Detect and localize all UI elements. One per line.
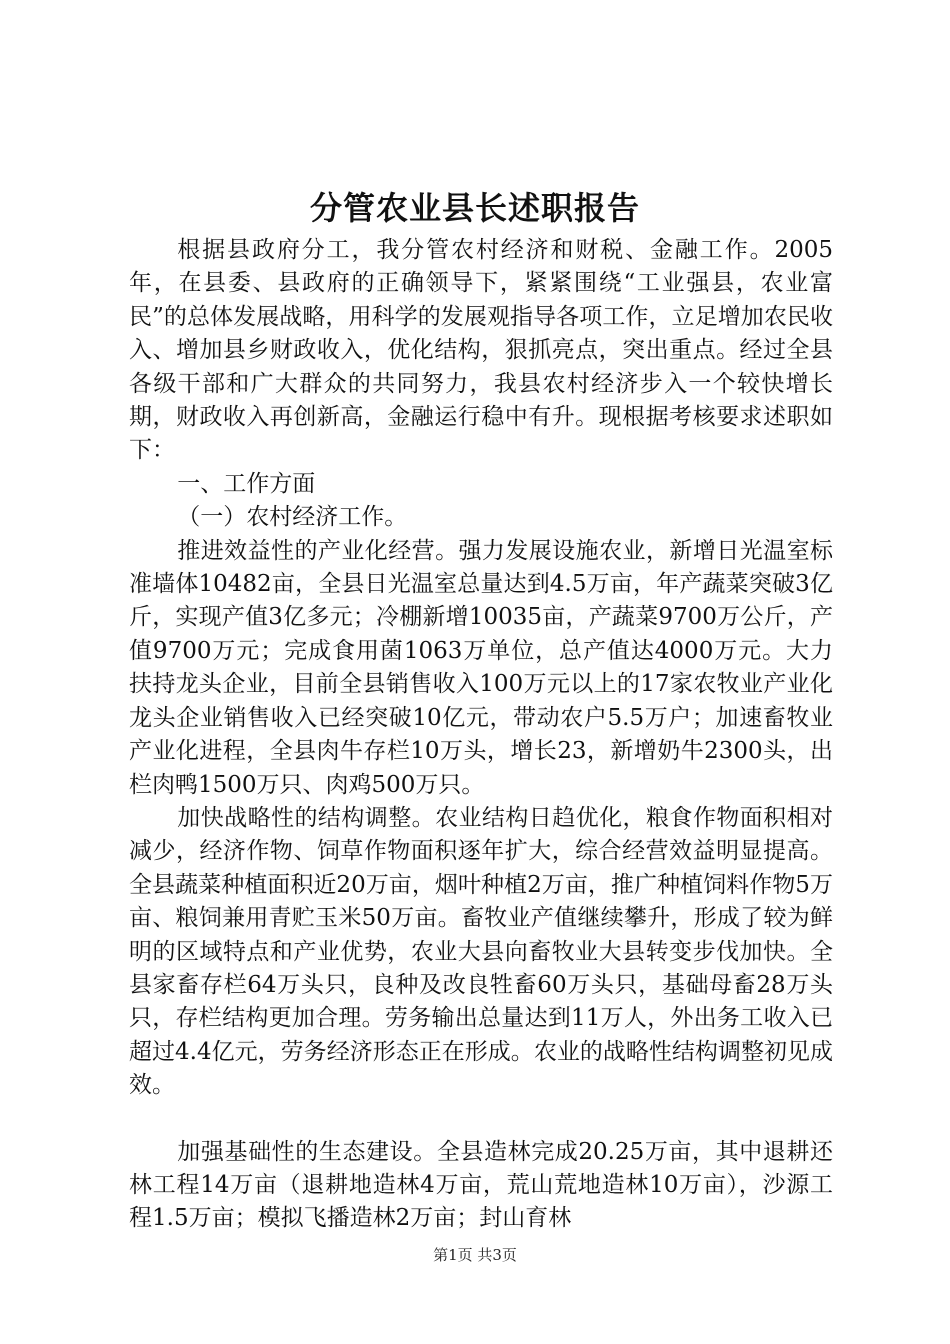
paragraph-intro: 根据县政府分工，我分管农村经济和财税、金融工作。2005年，在县委、县政府的正确领导下，紧紧围绕“工业强县，农业富民”的总体发展战略，用科学的发展观指导各项工作，立足增加农民收入、增加县乡财政收入，优化结构，狠抓亮点，突出重点。经过全县各级干部和广大群众的共同努力，我县农村经济步入一个较快增长期，财政收入再创新高，金融运行稳中有升。现根据考核要求述职如下： <box>129 237 833 464</box>
section-heading-work: 一、工作方面 <box>177 470 316 497</box>
subsection-heading-rural-economy: （一）农村经济工作。 <box>177 504 408 531</box>
paragraph-ecological-construction: 加强基础性的生态建设。全县造林完成20.25万亩，其中退耕还林工程14万亩（退耕地造林4万亩，荒山荒地造林10万亩），沙源工程1.5万亩；模拟飞播造林2万亩；封山育林 <box>129 1138 833 1232</box>
document-body <box>129 234 833 1236</box>
paragraph-structural-adjustment: 加快战略性的结构调整。农业结构日趋优化，粮食作物面积相对减少，经济作物、饲草作物面积逐年扩大，综合经营效益明显提高。全县蔬菜种植面积近20万亩，烟叶种植2万亩，推广种植饲料作物5万亩、粮饲兼用青贮玉米50万亩。畜牧业产值继续攀升，形成了较为鲜明的区域特点和产业优势，农业大县向畜牧业大县转变步伐加快。全县家畜存栏64万头只，良种及改良牲畜60万头只，基础母畜28万头只，存栏结构更加合理。劳务输出总量达到11万人，外出务工收入已超过4.4亿元，劳务经济形态正在形成。农业的战略性结构调整初见成效。 <box>129 804 833 1099</box>
paragraph-industrialization: 推进效益性的产业化经营。强力发展设施农业，新增日光温室标准墙体10482亩，全县日光温室总量达到4.5万亩，年产蔬菜突破3亿斤，实现产值3亿多元；冷棚新增10035亩，产蔬菜9700万公斤，产值9700万元；完成食用菌1063万单位，总产值达4000万元。大力扶持龙头企业，目前全县销售收入100万元以上的17家农牧业产业化龙头企业销售收入已经突破10亿元，带动农户5.5万户；加速畜牧业产业化进程，全县肉牛存栏10万头，增长23，新增奶牛2300头，出栏肉鸭1500万只、肉鸡500万只。 <box>129 537 833 798</box>
page-footer: 第1页 共3页 <box>433 1246 517 1264</box>
document-title: 分管农业县长述职报告 <box>309 189 640 227</box>
